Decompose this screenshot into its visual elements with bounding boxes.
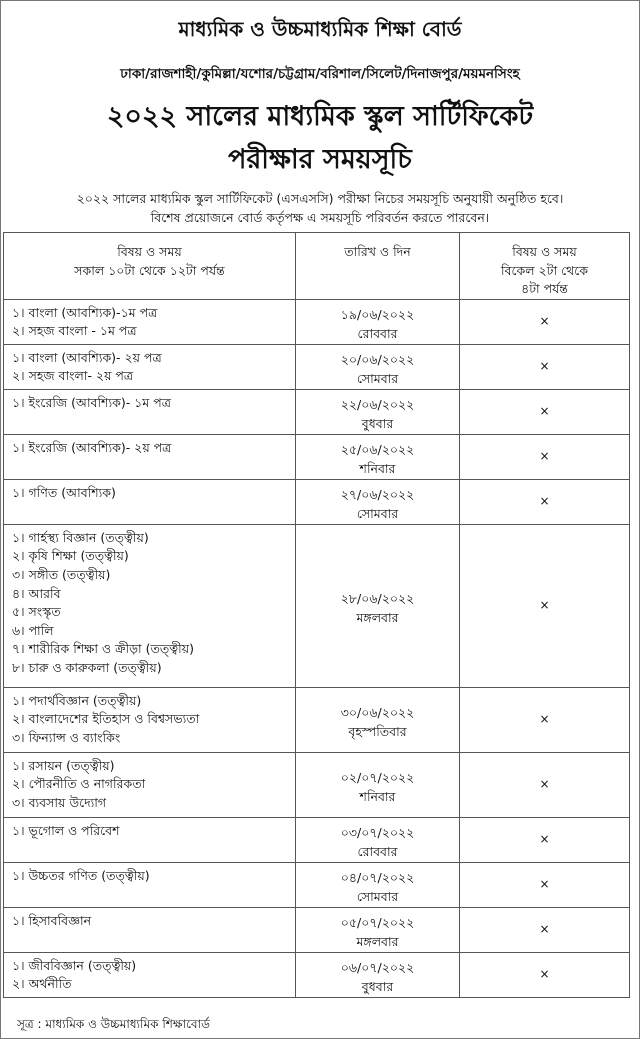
date-day-cell (296, 479, 460, 524)
subject-item: ২। অর্থনীতি (12, 976, 72, 992)
afternoon-cell (460, 907, 630, 952)
afternoon-cell (460, 817, 630, 862)
morning-subjects-cell (4, 524, 296, 687)
exam-date: ০৬/০৭/২০২২ (340, 960, 415, 976)
date-day-cell (296, 687, 460, 752)
exam-date: ১৯/০৬/২০২২ (340, 307, 415, 323)
page-title-line2: পরীক্ষার সময়সূচি (228, 144, 412, 175)
table-row (4, 952, 630, 997)
afternoon-cell (460, 344, 630, 389)
exam-date: ৩০/০৬/২০২২ (340, 705, 415, 721)
schedule-body (4, 299, 630, 997)
source-note: সূত্র : মাধ্যমিক ও উচ্চমাধ্যমিক শিক্ষাবোর্ড (17, 1017, 210, 1031)
table-row (4, 434, 630, 479)
date-day-cell (296, 907, 460, 952)
table-row (4, 907, 630, 952)
date-day-cell (296, 344, 460, 389)
subject-item: ১। হিসাববিজ্ঞান (12, 912, 92, 928)
morning-subjects-cell (4, 752, 296, 817)
exam-date: ২২/০৬/২০২২ (340, 397, 415, 413)
subject-item: ১। রসায়ন (তত্ত্বীয়) (12, 757, 115, 773)
date-day-cell (296, 389, 460, 434)
subject-item: ১। জীববিজ্ঞান (তত্ত্বীয়) (12, 957, 137, 973)
date-day-cell (296, 299, 460, 344)
subject-item: ৩। ব্যবসায় উদ্যোগ (12, 794, 107, 810)
none-mark: × (539, 877, 550, 892)
subject-item: ২। সহজ বাংলা - ১ম পত্র (12, 323, 137, 339)
afternoon-cell (460, 524, 630, 687)
date-day-cell (296, 752, 460, 817)
morning-subjects-cell (4, 817, 296, 862)
header-line: বিকেল ২টা থেকে (500, 262, 589, 278)
morning-subjects-cell (4, 952, 296, 997)
none-mark: × (539, 922, 550, 937)
table-header-row (4, 233, 630, 300)
date-day-cell (296, 524, 460, 687)
afternoon-cell (460, 862, 630, 907)
exam-day: শনিবার (359, 460, 396, 476)
subject-item: ৬। পালি (12, 622, 54, 638)
subject-item: ১। বাংলা (আবশ্যিক)-১ম পত্র (12, 304, 158, 320)
subject-item: ২। পৌরনীতি ও নাগরিকতা (12, 776, 146, 792)
exam-day: সোমবার (356, 888, 399, 904)
none-mark: × (539, 449, 550, 464)
none-mark: × (539, 494, 550, 509)
subject-item: ৩। ফিন্যান্স ও ব্যাংকিং (12, 729, 121, 745)
date-day-cell (296, 817, 460, 862)
table-row (4, 299, 630, 344)
morning-subjects-cell (4, 862, 296, 907)
subject-item: ৫। সংস্কৃত (12, 604, 61, 620)
exam-date: ০৩/০৭/২০২২ (340, 825, 415, 841)
morning-subjects-cell (4, 344, 296, 389)
afternoon-cell (460, 299, 630, 344)
notice-line: ২০২২ সালের মাধ্যমিক স্কুল সার্টিফিকেট (এসএসসি) পরীক্ষা নিচের সময়সূচি অনুযায়ী অনুষ্ঠিত হবে। (76, 191, 564, 206)
subject-item: ১। গণিত (আবশ্যিক) (12, 484, 116, 500)
afternoon-cell (460, 389, 630, 434)
exam-day: মঙ্গলবার (356, 609, 399, 625)
exam-date: ২০/০৬/২০২২ (340, 352, 415, 368)
table-row (4, 389, 630, 434)
board-list: ঢাকা/রাজশাহী/কুমিল্লা/যশোর/চট্টগ্রাম/বরিশাল/সিলেট/দিনাজপুর/ময়মনসিংহ (120, 66, 520, 82)
exam-day: বুধবার (361, 415, 394, 431)
table-row (4, 817, 630, 862)
header-date-day (296, 233, 460, 300)
subject-item: ২। সহজ বাংলা- ২য় পত্র (12, 368, 134, 384)
table-row (4, 344, 630, 389)
exam-schedule-table (3, 232, 630, 998)
exam-day: মঙ্গলবার (356, 933, 399, 949)
notice-line: বিশেষ প্রয়োজনে বোর্ড কর্তৃপক্ষ এ সময়সূচি পরিবর্তন করতে পারবেন। (150, 210, 490, 225)
exam-date: ০৫/০৭/২০২২ (340, 915, 415, 931)
exam-day: রোববার (357, 325, 398, 341)
exam-day: রোববার (357, 843, 398, 859)
header-afternoon-subjects (460, 233, 630, 300)
subject-item: ২। বাংলাদেশের ইতিহাস ও বিশ্বসভ্যতা (12, 711, 200, 727)
exam-date: ২৭/০৬/২০২২ (340, 487, 415, 503)
page-title-line1: ২০২২ সালের মাধ্যমিক স্কুল সার্টিফিকেট (106, 101, 534, 132)
morning-subjects-cell (4, 389, 296, 434)
none-mark: × (539, 777, 550, 792)
date-day-cell (296, 862, 460, 907)
date-day-cell (296, 434, 460, 479)
morning-subjects-cell (4, 907, 296, 952)
none-mark: × (539, 832, 550, 847)
morning-subjects-cell (4, 299, 296, 344)
header-line: তারিখ ও দিন (344, 244, 411, 259)
none-mark: × (539, 314, 550, 329)
exam-day: বৃহস্পতিবার (348, 723, 407, 739)
subject-item: ৪। আরবি (12, 585, 61, 601)
exam-date: ২৫/০৬/২০২২ (340, 442, 415, 458)
afternoon-cell (460, 479, 630, 524)
exam-day: শনিবার (359, 788, 396, 804)
subject-item: ৮। চারু ও কারুকলা (তত্ত্বীয়) (12, 659, 162, 675)
subject-item: ১। ইংরেজি (আবশ্যিক)- ২য় পত্র (12, 439, 172, 455)
date-day-cell (296, 952, 460, 997)
header-line: বিষয় ও সময় (512, 244, 577, 259)
subject-item: ৭। শারীরিক শিক্ষা ও ক্রীড়া (তত্ত্বীয়) (12, 641, 194, 657)
none-mark: × (539, 359, 550, 374)
notice-text (7, 189, 633, 227)
header-line: বিষয় ও সময় (117, 244, 182, 259)
none-mark: × (539, 404, 550, 419)
table-row (4, 752, 630, 817)
none-mark: × (539, 967, 550, 982)
none-mark: × (539, 712, 550, 727)
subject-item: ১। পদার্থবিজ্ঞান (তত্ত্বীয়) (12, 692, 142, 708)
afternoon-cell (460, 752, 630, 817)
table-row (4, 479, 630, 524)
none-mark: × (539, 598, 550, 613)
header-line: ৪টা পর্যন্ত (521, 281, 568, 297)
exam-date: ০২/০৭/২০২২ (340, 770, 415, 786)
table-row (4, 862, 630, 907)
subject-item: ১। উচ্চতর গণিত (তত্ত্বীয়) (12, 867, 150, 883)
exam-day: সোমবার (356, 505, 399, 521)
exam-day: বুধবার (361, 978, 394, 994)
morning-subjects-cell (4, 434, 296, 479)
afternoon-cell (460, 952, 630, 997)
header-morning-subjects (4, 233, 296, 300)
subject-item: ৩। সঙ্গীত (তত্ত্বীয়) (12, 566, 111, 582)
subject-item: ১। ভূগোল ও পরিবেশ (12, 822, 120, 838)
afternoon-cell (460, 687, 630, 752)
subject-item: ২। কৃষি শিক্ষা (তত্ত্বীয়) (12, 548, 129, 564)
subject-item: ১। বাংলা (আবশ্যিক)- ২য় পত্র (12, 349, 162, 365)
header-line: সকাল ১০টা থেকে ১২টা পর্যন্ত (74, 262, 225, 278)
afternoon-cell (460, 434, 630, 479)
exam-date: ০৪/০৭/২০২২ (340, 870, 415, 886)
exam-day: সোমবার (356, 370, 399, 386)
morning-subjects-cell (4, 479, 296, 524)
board-name: মাধ্যমিক ও উচ্চমাধ্যমিক শিক্ষা বোর্ড (178, 17, 462, 41)
morning-subjects-cell (4, 687, 296, 752)
table-row (4, 524, 630, 687)
exam-date: ২৮/০৬/২০২২ (340, 591, 415, 607)
subject-item: ১। ইংরেজি (আবশ্যিক)- ১ম পত্র (12, 394, 171, 410)
table-row (4, 687, 630, 752)
subject-item: ১। গার্হস্থ্য বিজ্ঞান (তত্ত্বীয়) (12, 529, 149, 545)
